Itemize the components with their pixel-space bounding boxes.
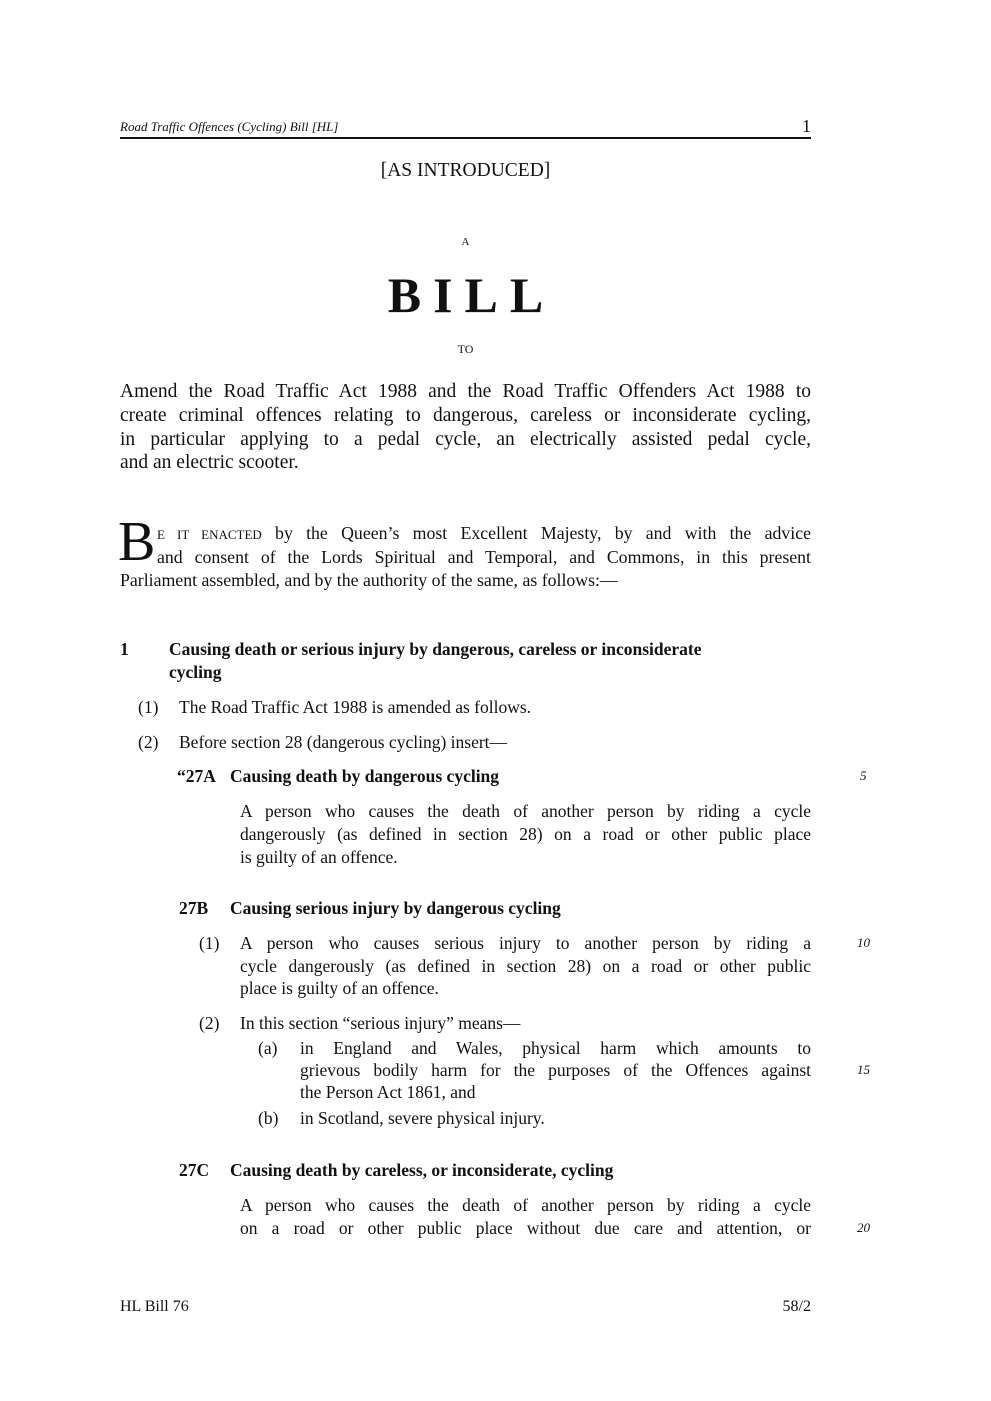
long-title-line: and an electric scooter.	[120, 452, 299, 473]
inserted-section-number: “27A	[177, 766, 216, 786]
subsection-number: (1)	[199, 933, 220, 953]
text-line: the Person Act 1861, and	[300, 1082, 476, 1102]
inserted-section-number: 27C	[179, 1160, 210, 1180]
subsection-number: (2)	[138, 732, 159, 752]
inserted-section-number: 27B	[179, 898, 209, 918]
line-number: 5	[860, 768, 867, 783]
long-title-line: create criminal offences relating to dangerous, careless or inconsiderate cycling,	[120, 405, 811, 426]
line-number: 20	[857, 1220, 870, 1235]
line-number: 15	[857, 1062, 870, 1077]
inserted-section-heading: Causing death by careless, or inconsiderate, cycling	[230, 1160, 614, 1180]
subsection-number: (2)	[199, 1013, 220, 1033]
footer-session: 58/2	[782, 1298, 811, 1315]
paragraph-number: (a)	[258, 1038, 278, 1058]
text-line: cycle dangerously (as defined in section 28) on a road or other public	[240, 956, 811, 976]
enacting-line: and consent of the Lords Spiritual and Temporal, and Commons, in this present	[157, 547, 811, 567]
enacting-text: by the Queen’s most Excellent Majesty, by and with the advice	[261, 523, 811, 543]
long-title-line: in particular applying to a pedal cycle, an electrically assisted pedal cycle,	[120, 429, 811, 450]
enacting-line: Parliament assembled, and by the authority of the same, as follows:—	[120, 570, 618, 590]
subsection-number: (1)	[138, 697, 159, 717]
text-line: in Scotland, severe physical injury.	[300, 1108, 545, 1128]
page-number: 1	[802, 116, 811, 136]
text-line: in England and Wales, physical harm which amounts to	[300, 1038, 811, 1058]
enacting-small-caps: E IT ENACTED	[157, 527, 262, 542]
header-rule	[120, 137, 811, 139]
section-number: 1	[120, 639, 129, 659]
inserted-section-heading: Causing serious injury by dangerous cycling	[230, 898, 561, 918]
bill-title: BILL	[387, 267, 556, 323]
text-line: dangerously (as defined in section 28) on a road or other public place	[240, 824, 811, 844]
section-heading: cycling	[169, 662, 222, 682]
text-line: A person who causes the death of another person by riding a cycle	[240, 801, 811, 821]
subsection-text: The Road Traffic Act 1988 is amended as follows.	[179, 697, 532, 717]
subsection-text: Before section 28 (dangerous cycling) insert—	[179, 732, 508, 752]
text-line: A person who causes the death of another person by riding a cycle	[240, 1195, 811, 1215]
text-line: grievous bodily harm for the purposes of the Offences against	[300, 1060, 811, 1080]
inserted-section-heading: Causing death by dangerous cycling	[230, 766, 500, 786]
long-title-line: Amend the Road Traffic Act 1988 and the Road Traffic Offenders Act 1988 to	[120, 381, 811, 402]
text-line: is guilty of an offence.	[240, 847, 398, 867]
enacting-line	[157, 521, 811, 545]
text-line: on a road or other public place without due care and attention, or	[240, 1218, 811, 1238]
line-number: 10	[857, 935, 870, 950]
status-label: [AS INTRODUCED]	[380, 160, 551, 181]
paragraph-number: (b)	[258, 1108, 279, 1128]
drop-cap: B	[118, 511, 156, 573]
text-line: In this section “serious injury” means—	[240, 1013, 521, 1033]
running-title: Road Traffic Offences (Cycling) Bill [HL]	[120, 119, 339, 134]
section-heading: Causing death or serious injury by dangerous, careless or inconsiderate	[169, 639, 702, 659]
footer-bill-ref: HL Bill 76	[120, 1298, 189, 1315]
text-line: A person who causes serious injury to another person by riding a	[240, 933, 811, 953]
bill-a: A	[461, 236, 470, 248]
text-line: place is guilty of an offence.	[240, 978, 439, 998]
bill-to: TO	[457, 342, 474, 356]
